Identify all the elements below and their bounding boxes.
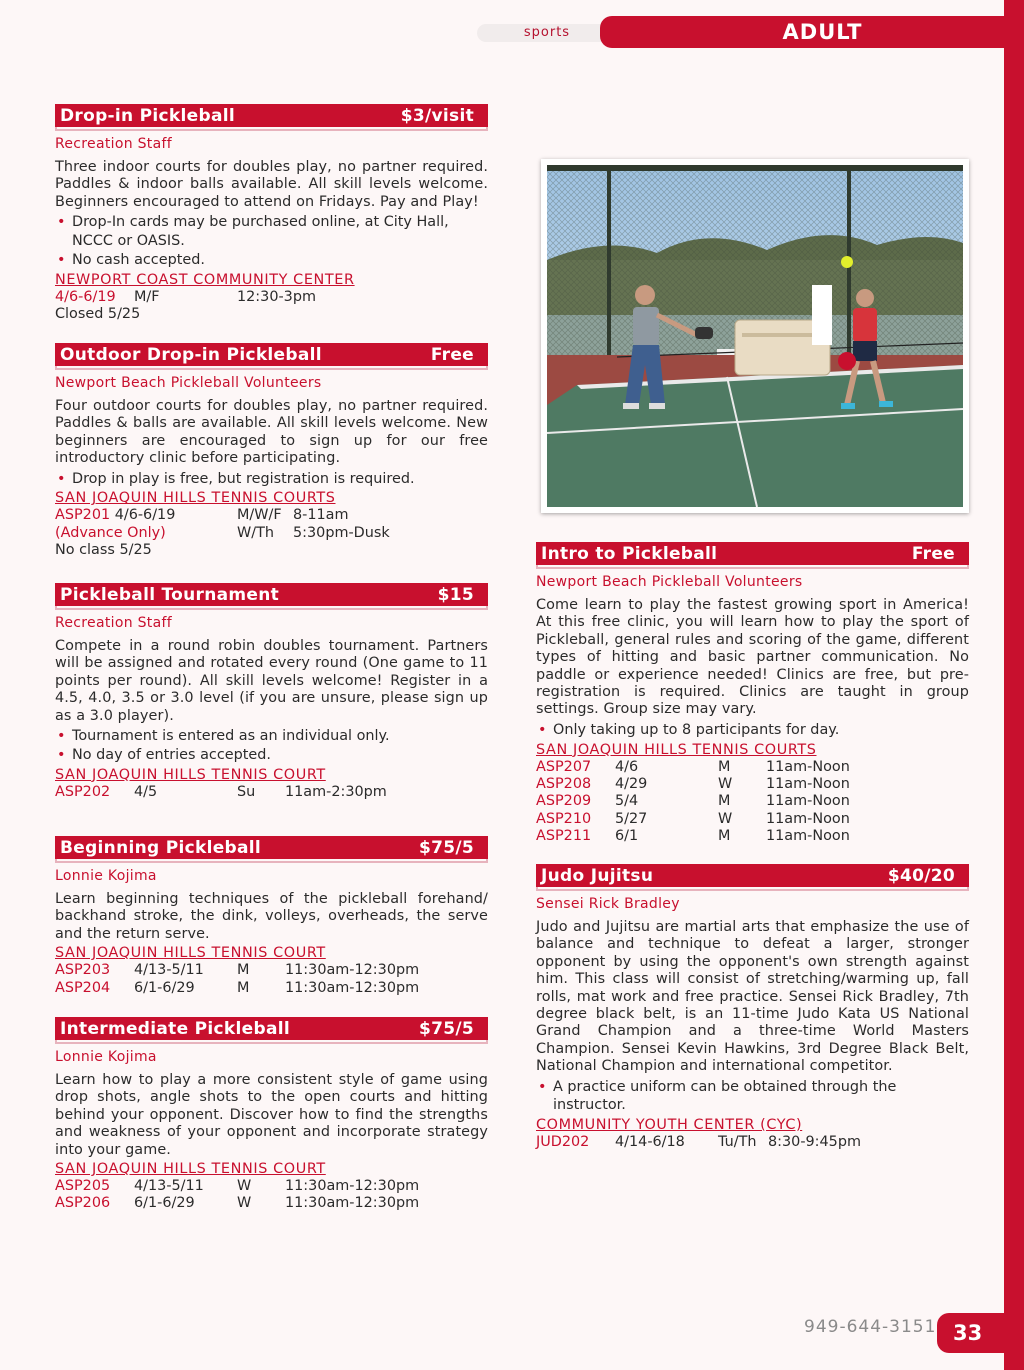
schedule-row	[536, 793, 969, 810]
schedule-days: W/Th	[237, 524, 274, 541]
schedule-day: W	[237, 1195, 252, 1212]
section-judo-jujitsu	[536, 864, 969, 1152]
schedule-date: 6/1-6/29	[134, 1195, 195, 1212]
description: Learn how to play a more consistent style of game using drop shots, angle shots to the open courts and hitting behind your opponent. Discover how to find the strengths and weakness of your opponent and incorporate strategy into your game.	[55, 1072, 488, 1158]
schedule-row	[536, 1134, 969, 1151]
course-code: ASP203	[55, 962, 111, 979]
pickleball-players-photo-icon	[547, 165, 963, 507]
schedule-day: Su	[237, 783, 256, 800]
section-pickleball-tournament	[55, 583, 488, 801]
schedule-days: M/W/F	[237, 507, 282, 524]
section-price: Free	[911, 543, 955, 564]
schedule-date: 5/4	[615, 793, 639, 810]
course-code: ASP210	[536, 810, 592, 827]
section-price: $75/5	[418, 837, 474, 858]
schedule-date: 4/6-6/19	[114, 507, 176, 524]
schedule-day: W	[237, 1178, 252, 1195]
section-header	[55, 104, 488, 127]
bullet-list	[55, 470, 488, 489]
schedule-row	[536, 811, 969, 828]
schedule-row	[55, 525, 488, 542]
instructor: Recreation Staff	[55, 136, 172, 152]
schedule-time: 5:30pm-Dusk	[293, 524, 390, 541]
audience-tab: ADULT	[600, 16, 1005, 48]
course-code: ASP206	[55, 1195, 111, 1212]
section-header	[55, 583, 488, 606]
schedule-day: M	[718, 793, 731, 810]
schedule-date: 4/13-5/11	[134, 962, 204, 979]
course-code: ASP201	[55, 507, 111, 524]
section-title: Pickleball Tournament	[60, 584, 280, 605]
course-code: ASP208	[536, 776, 592, 793]
schedule-day: M	[718, 828, 731, 845]
instructor: Lonnie Kojima	[55, 1049, 157, 1065]
schedule-row	[55, 784, 488, 801]
schedule-row	[536, 776, 969, 793]
location-link[interactable]: COMMUNITY YOUTH CENTER (CYC)	[536, 1117, 803, 1134]
location-link[interactable]: SAN JOAQUIN HILLS TENNIS COURT	[55, 766, 326, 783]
section-dropin-pickleball	[55, 104, 488, 323]
section-title: Intro to Pickleball	[541, 543, 718, 564]
schedule-time: 11am-Noon	[766, 776, 850, 793]
section-price: $15	[437, 584, 474, 605]
section-title: Drop-in Pickleball	[60, 105, 235, 126]
section-title: Intermediate Pickleball	[60, 1018, 290, 1039]
description: Learn beginning techniques of the pickleball forehand/ backhand stroke, the dink, volleys, overheads, the serve and the return serve.	[55, 891, 488, 942]
schedule-time: 8:30-9:45pm	[768, 1134, 861, 1151]
instructor: Sensei Rick Bradley	[536, 896, 680, 912]
bullet-list	[536, 721, 969, 740]
bullet-item: • A practice uniform can be obtained through the instructor.	[536, 1078, 969, 1116]
description: Compete in a round robin doubles tournament. Partners will be assigned and rotated every round (One game to 11 points per round). All skill levels welcome! Register in a 4.5, 4.0, 3.5 or 3.0 level (if you are unsure, please sign up as a 3.0 player).	[55, 638, 488, 724]
schedule-time: 11:30am-12:30pm	[285, 1178, 420, 1195]
page-number: 33	[937, 1313, 1024, 1353]
schedule-day: M	[718, 758, 731, 775]
section-header	[55, 1017, 488, 1040]
bullet-item: • No cash accepted.	[55, 251, 488, 270]
section-header	[536, 542, 969, 565]
bullet-list	[55, 727, 488, 765]
location-link[interactable]: NEWPORT COAST COMMUNITY CENTER	[55, 271, 355, 288]
schedule-note: No class 5/25	[55, 542, 152, 559]
schedule-row	[55, 962, 488, 979]
bullet-item: • No day of entries accepted.	[55, 746, 488, 765]
description: Four outdoor courts for doubles play, no partner required. Paddles & balls are available. All skill levels welcome. New beginners are encouraged to sign up for our free introductory clinic before participating.	[55, 398, 488, 467]
schedule-date: 4/14-6/18	[615, 1134, 685, 1151]
section-beginning-pickleball	[55, 836, 488, 997]
course-code: JUD202	[536, 1134, 590, 1151]
schedule-date: 4/5	[134, 783, 158, 800]
category-label: sports	[477, 24, 617, 42]
section-intro-to-pickleball	[536, 542, 969, 846]
location-link[interactable]: SAN JOAQUIN HILLS TENNIS COURT	[55, 1161, 326, 1178]
description: Three indoor courts for doubles play, no partner required. Paddles & indoor balls available. All skill levels welcome. Beginners encouraged to attend on Fridays. Pay and Play!	[55, 159, 488, 210]
schedule-time: 11:30am-12:30pm	[285, 1195, 420, 1212]
schedule-time: 11:30am-12:30pm	[285, 979, 420, 996]
schedule-row	[536, 828, 969, 845]
schedule-row	[55, 1195, 488, 1212]
schedule-day: Tu/Th	[718, 1134, 757, 1151]
schedule-day: W	[718, 810, 733, 827]
schedule-date: 6/1-6/29	[134, 979, 195, 996]
course-code: ASP202	[55, 783, 111, 800]
schedule-time: 11am-Noon	[766, 793, 850, 810]
course-code: ASP209	[536, 793, 592, 810]
section-price: Free	[430, 344, 474, 365]
course-code: ASP205	[55, 1178, 111, 1195]
section-price: $3/visit	[400, 105, 474, 126]
schedule-date: 5/27	[615, 810, 648, 827]
section-header	[55, 343, 488, 366]
section-price: $40/20	[887, 865, 955, 886]
description: Come learn to play the fastest growing sport in America! At this free clinic, you will learn how to play the sport of Pickleball, general rules and scoring of the game, different types of hitting and basic partner communication. No paddle or experience needed! Clinics are free, but pre-registration is required. Clinics are taught in group settings. Group size may vary.	[536, 597, 969, 718]
schedule-row	[55, 1178, 488, 1195]
schedule-time: 11am-Noon	[766, 758, 850, 775]
instructor: Lonnie Kojima	[55, 868, 157, 884]
schedule-time: 11:30am-12:30pm	[285, 962, 420, 979]
phone-number: 949-644-3151	[804, 1317, 937, 1337]
schedule-note: Closed 5/25	[55, 306, 141, 323]
section-title: Judo Jujitsu	[541, 865, 654, 886]
bullet-item: • Drop-In cards may be purchased online, at City Hall, NCCC or OASIS.	[55, 213, 488, 251]
section-header	[55, 836, 488, 859]
schedule-date: 4/29	[615, 776, 648, 793]
schedule-row	[55, 289, 488, 306]
instructor: Recreation Staff	[55, 615, 172, 631]
schedule-date: 6/1	[615, 828, 639, 845]
section-header	[536, 864, 969, 887]
section-title: Outdoor Drop-in Pickleball	[60, 344, 322, 365]
course-code: ASP204	[55, 979, 111, 996]
instructor: Newport Beach Pickleball Volunteers	[536, 574, 803, 590]
schedule-day: W	[718, 776, 733, 793]
bullet-list	[536, 1078, 969, 1116]
schedule-day: M	[237, 962, 250, 979]
location-link[interactable]: SAN JOAQUIN HILLS TENNIS COURTS	[55, 490, 336, 507]
bullet-item: • Tournament is entered as an individual only.	[55, 727, 488, 746]
schedule-time: 8-11am	[293, 507, 349, 524]
schedule-time: 12:30-3pm	[237, 288, 316, 305]
bullet-item: • Drop in play is free, but registration is required.	[55, 470, 488, 489]
schedule-row	[536, 759, 969, 776]
course-code: ASP211	[536, 828, 592, 845]
bullet-item: • Only taking up to 8 participants for day.	[536, 721, 969, 740]
location-link[interactable]: SAN JOAQUIN HILLS TENNIS COURTS	[536, 741, 817, 758]
section-intermediate-pickleball	[55, 1017, 488, 1213]
advance-note: (Advance Only)	[55, 524, 166, 541]
page-edge-bar	[1004, 0, 1024, 1370]
schedule-date: 4/6-6/19	[55, 288, 116, 305]
schedule-date: 4/6	[615, 758, 639, 775]
schedule-time: 11am-2:30pm	[285, 783, 387, 800]
description: Judo and Jujitsu are martial arts that emphasize the use of balance and technique to defeat a larger, stronger opponent by using the opponent's own strength against him. This class will consist of stretching/warming up, fall rolls, mat work and free practice. Sensei Rick Bradley, 7th degree black belt, is an 11-time Judo Kata US National Grand Champion and a three-time World Masters Champion. Sensei Kevin Hawkins, 3rd Degree Black Belt, National Champion and international competitor.	[536, 919, 969, 1075]
schedule-days: M/F	[134, 288, 160, 305]
schedule-row	[55, 980, 488, 997]
section-price: $75/5	[418, 1018, 474, 1039]
schedule-time: 11am-Noon	[766, 810, 850, 827]
schedule-time: 11am-Noon	[766, 828, 850, 845]
schedule-date: 4/13-5/11	[134, 1178, 204, 1195]
course-code: ASP207	[536, 758, 592, 775]
section-title: Beginning Pickleball	[60, 837, 262, 858]
schedule-day: M	[237, 979, 250, 996]
bullet-list	[55, 213, 488, 269]
location-link[interactable]: SAN JOAQUIN HILLS TENNIS COURT	[55, 945, 326, 962]
section-outdoor-dropin-pickleball	[55, 343, 488, 560]
schedule-row	[55, 507, 488, 524]
instructor: Newport Beach Pickleball Volunteers	[55, 375, 322, 391]
pickleball-photo	[541, 159, 969, 513]
